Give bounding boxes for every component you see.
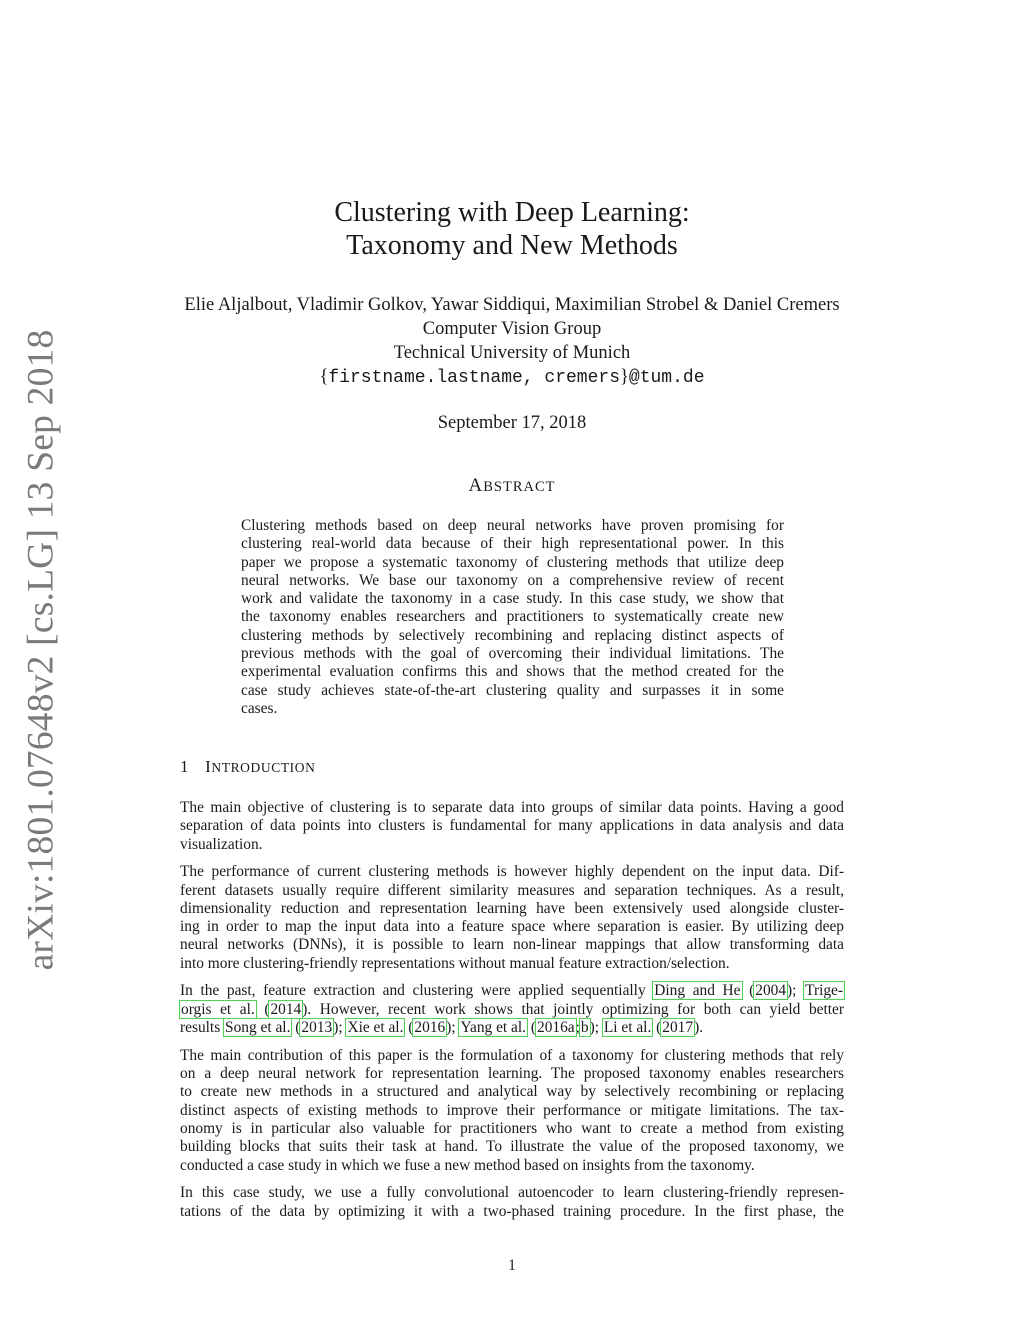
paragraph-line: The performance of current clustering methods is however highly dependent on the input data. Dif-	[180, 863, 844, 881]
text-run: In the past, feature extraction and clustering were applied sequentially	[180, 982, 654, 1000]
text-run: (	[741, 982, 755, 1000]
paragraph-line: building blocks that suits their task at hand. To illustrate the value of the proposed taxonomy, we	[180, 1138, 844, 1156]
paragraph-line	[180, 982, 844, 1000]
paper-title	[180, 196, 844, 262]
citation-link-yang[interactable]: Yang et al.	[460, 1019, 527, 1037]
paragraph-line: onomy is in particular also valuable for practitioners who want to create a method from existing	[180, 1119, 844, 1137]
paragraph-line	[180, 1019, 844, 1037]
abstract-text	[241, 517, 784, 718]
abstract-heading-first: A	[468, 475, 484, 496]
abstract-line: clustering real-world data because of their high representational power. In this	[241, 535, 784, 553]
text-run: (	[527, 1019, 536, 1037]
paper-date: September 17, 2018	[437, 413, 587, 433]
abstract-line: work and validate the taxonomy in a case study. In this case study, we show that	[241, 590, 784, 608]
abstract-line: case study achieves state-of-the-art clustering quality and surpasses it in some	[241, 681, 784, 699]
citation-link-xie[interactable]: Xie et al.	[347, 1019, 404, 1037]
citation-link-xie-year[interactable]: 2016	[414, 1019, 446, 1037]
section-heading-rest: NTRODUCTION	[211, 760, 316, 775]
abstract-heading	[180, 475, 844, 497]
text-run: );	[333, 1019, 347, 1037]
text-run: results	[180, 1019, 225, 1037]
page-number: 1	[508, 1257, 516, 1274]
paragraph-line: on a deep neural network for representation learning. The proposed taxonomy enables researchers	[180, 1065, 844, 1083]
title-line-1: Clustering with Deep Learning:	[334, 197, 690, 228]
section-heading-first: I	[205, 757, 212, 776]
text-run: );	[787, 982, 805, 1000]
citation-link-trigeorgis-year[interactable]: 2014	[270, 1000, 302, 1018]
paragraph-line: visualization.	[180, 835, 263, 853]
email-brace-open: {	[319, 367, 329, 387]
email-names: firstname.lastname, cremers	[328, 368, 621, 388]
citation-link-song-year[interactable]: 2013	[301, 1019, 333, 1037]
author-group: Computer Vision Group	[422, 319, 602, 339]
author-email	[150, 365, 874, 390]
citation-link-yang-year-a[interactable]: 2016a	[537, 1019, 575, 1037]
citation-link-ding-he[interactable]: Ding and He	[654, 982, 741, 1000]
author-names: Elie Aljalbout, Vladimir Golkov, Yawar Siddiqui, Maximilian Strobel & Daniel Cremers	[184, 295, 840, 315]
email-domain: @tum.de	[628, 368, 705, 388]
text-run: (	[652, 1019, 662, 1037]
citation-link-song[interactable]: Song et al.	[225, 1019, 291, 1037]
paragraph-line: tations of the data by optimizing it with a two-phased training procedure. In the first phase, the	[180, 1202, 844, 1220]
abstract-line: clustering methods by selectively recombining and replacing distinct aspects of	[241, 626, 784, 644]
paragraph-line: dimensionality reduction and representation learning have been extensively used alongside cluster-	[180, 899, 844, 917]
paragraph-5	[180, 1184, 844, 1221]
citation-link-yang-year-b[interactable]: b	[580, 1019, 589, 1037]
abstract-line: cases.	[241, 699, 278, 717]
paragraph-line: The main contribution of this paper is the formulation of a taxonomy for clustering methods that rely	[180, 1046, 844, 1064]
paragraph-line	[180, 1001, 844, 1019]
paragraph-line: separation of data points into clusters is fundamental for many applications in data analysis and data	[180, 817, 844, 835]
abstract-line: experimental evaluation confirms this and shows that the method created for the	[241, 663, 784, 681]
paragraph-4	[180, 1047, 844, 1175]
author-university: Technical University of Munich	[393, 343, 631, 363]
text-run: ). However, recent work shows that jointly optimizing for both can yield better	[302, 1000, 844, 1018]
text-run: (	[255, 1000, 270, 1018]
title-line-2: Taxonomy and New Methods	[346, 230, 678, 261]
arxiv-identifier: arXiv:1801.07648v2 [cs.LG] 13 Sep 2018	[20, 329, 62, 971]
text-run: ).	[694, 1019, 704, 1037]
paragraph-line: conducted a case study in which we fuse a new method based on insights from the taxonomy.	[180, 1156, 755, 1174]
citation-link-ding-he-year[interactable]: 2004	[755, 982, 787, 1000]
author-block	[150, 293, 874, 390]
text-run: (	[404, 1019, 414, 1037]
text-run: );	[589, 1019, 603, 1037]
text-run: (	[291, 1019, 301, 1037]
citation-link-li[interactable]: Li et al.	[603, 1019, 652, 1037]
section-heading-introduction	[180, 757, 315, 777]
paragraph-1	[180, 799, 844, 854]
paragraph-line: to create new methods in a structured and analytical way by selectively recombining or replacing	[180, 1083, 844, 1101]
abstract-line: previous methods with the goal of overcoming their individual limitations. The	[241, 645, 784, 663]
paragraph-line: ing in order to map the input data into a feature space where separation is easier. By utilizing deep	[180, 918, 844, 936]
email-brace-close: }	[620, 367, 629, 387]
citation-link-trigeorgis[interactable]: Trige-	[805, 982, 843, 1000]
paragraph-line: distinct aspects of existing methods to improve their performance or mitigate limitations. The tax-	[180, 1101, 844, 1119]
abstract-heading-rest: BSTRACT	[483, 479, 556, 495]
paragraph-line: In this case study, we use a fully convolutional autoencoder to learn clustering-friendly represen-	[180, 1184, 844, 1202]
paragraph-2	[180, 863, 844, 973]
abstract-line: neural networks. We base our taxonomy on a comprehensive review of recent	[241, 571, 784, 589]
abstract-line: the taxonomy enables researchers and practitioners to systematically create new	[241, 608, 784, 626]
arxiv-sidebar	[16, 329, 66, 971]
introduction-body	[180, 799, 844, 1230]
abstract-line: paper we propose a systematic taxonomy of clustering methods that utilize deep	[241, 553, 784, 571]
citation-link-trigeorgis-cont[interactable]: orgis et al.	[181, 1000, 255, 1018]
text-run: ;	[575, 1019, 580, 1037]
abstract-line: Clustering methods based on deep neural networks have proven promising for	[241, 517, 784, 534]
citation-link-li-year[interactable]: 2017	[662, 1019, 694, 1037]
paragraph-3	[180, 982, 844, 1037]
paragraph-line: ferent datasets usually require different similarity measures and separation techniques. As a result,	[180, 881, 844, 899]
paragraph-line: neural networks (DNNs), it is possible to learn non-linear mappings that allow transforming data	[180, 936, 844, 954]
paragraph-line: The main objective of clustering is to separate data into groups of similar data points. Having a good	[180, 799, 844, 816]
section-number: 1	[180, 757, 190, 776]
paragraph-line: into more clustering-friendly representations without manual feature extraction/selection.	[180, 954, 730, 972]
text-run: );	[446, 1019, 460, 1037]
